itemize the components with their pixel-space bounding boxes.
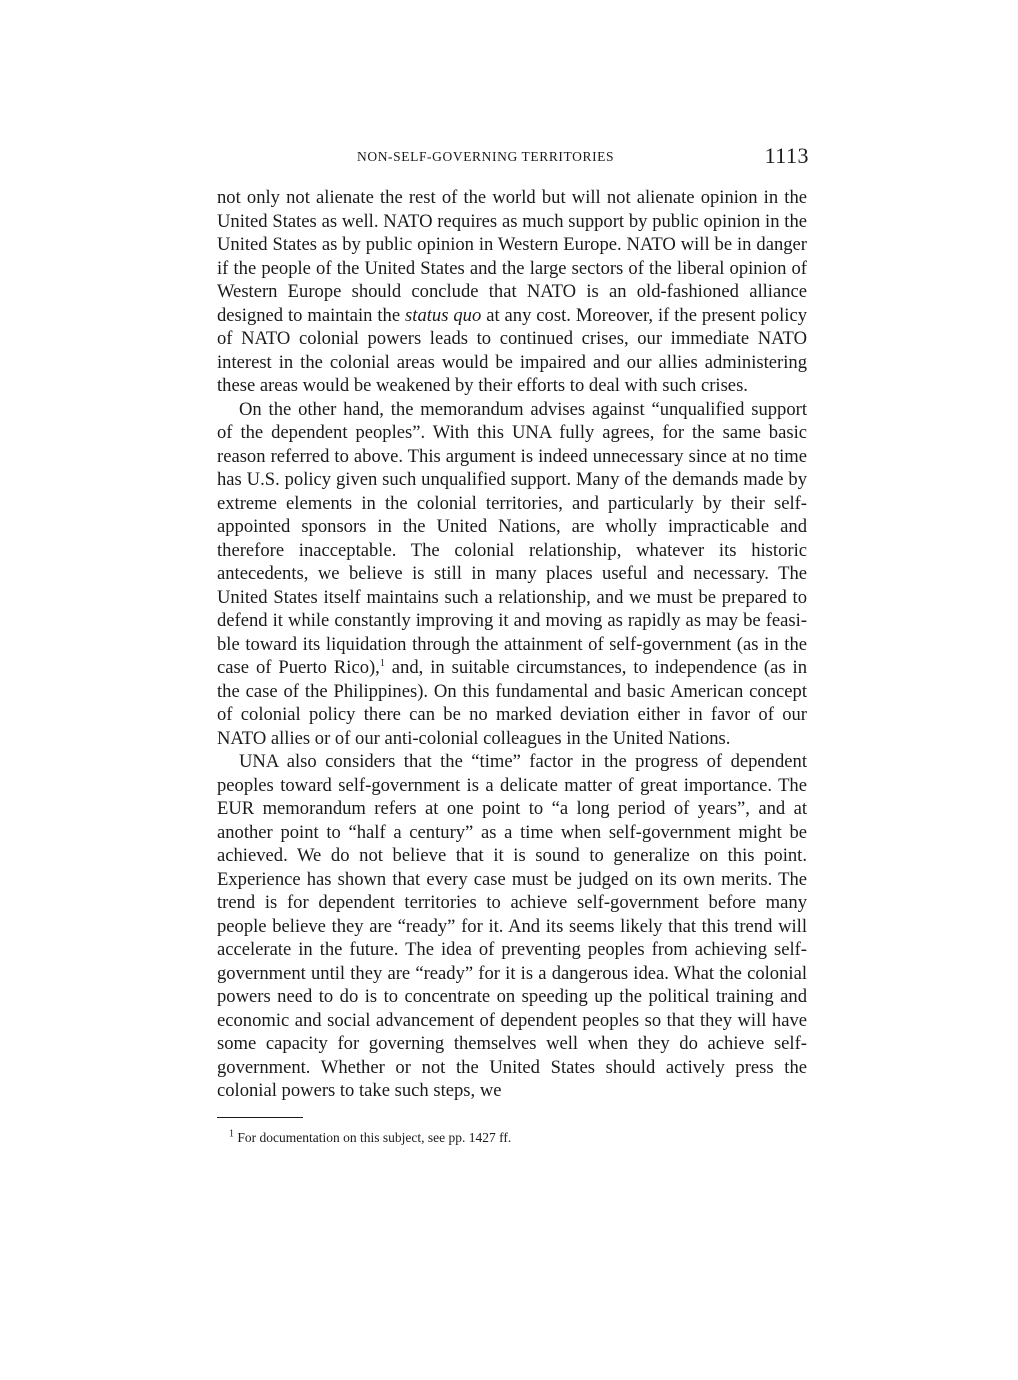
footnote-marker: 1: [229, 1128, 234, 1139]
paragraph-text: UNA also considers that the “time” factor in the progress of dependent peoples toward self-government is a delicate matter of great importance. The EUR memorandum refers at one point to “a long period of years”, and at another point to “half a century” as a time when self-government might be achieved. We do not believe that it is sound to generalize on this point. Experience has shown that every case must be judged on its own merits. The trend is for dependent territories to achieve self-government before many people believe they are “ready” for it. And its seems likely that this trend will accelerate in the future. The idea of preventing peoples from achieving self-government until they are “ready” for it is a dangerous idea. What the colonial powers need to do is to concentrate on speeding up the political training and economic and social advancement of dependent peoples so that they will have some capacity for governing themselves well when they do achieve self-government. Whether or not the United States should actively press the colonial powers to take such steps, we: [217, 751, 807, 1101]
paragraph-text: not only not alienate the rest of the world but will not alienate opinion in the United States as well. NATO requires as much support by public opinion in the United States as by public opinion in Western Europe. NATO will be in danger if the people of the United States and the large sectors of the liberal opinion of Western Europe should conclude that NATO is an old-fashioned alliance designed to maintain the: [217, 187, 807, 326]
body-text: [217, 186, 807, 1103]
paragraph-text: at any cost. Moreover, if the present policy of NATO colonial powers leads to continued crises, our immediate NATO interest in the colonial areas would be impaired and our allies administering these areas would be weakened by their efforts to deal with such crises.: [217, 304, 807, 396]
paragraph-continued: [217, 186, 807, 398]
footnote-text: For documentation on this subject, see pp. 1427 ff.: [237, 1129, 512, 1145]
paragraph-text: and, in suitable circumstances, to independence (as in the case of the Philippines). On this fundamental and basic American concept of colonial policy there can be no marked deviation either in favor of our NATO allies or of our anti-colonial colleagues in the United Nations.: [217, 657, 808, 749]
paragraph-text: On the other hand, the memorandum advises against “unqualified support of the dependent peoples”. With this UNA fully agrees, for the same basic reason referred to above. This argument is indeed unnecessary since at no time has U.S. policy given such unqualified support. Many of the demands made by extreme elements in the colonial territories, and particularly by their self-appointed sponsors in the United Nations, are wholly impracticable and therefore inacceptable. The colonial relationship, whatever its historic antecedents, we believe is still in many places useful and necessary. The United States itself maintains such a relationship, and we must be prepared to defend it while constantly improving it and moving as rapidly as may be feasible toward its liquidation through the attainment of self-government (as in the case of Puerto Rico),: [217, 398, 807, 678]
footnote-reference: 1: [379, 657, 385, 669]
paragraph-memorandum: [217, 398, 807, 751]
footnote-divider: [217, 1117, 303, 1118]
paragraph-time-factor: [217, 750, 807, 1103]
running-title: NON-SELF-GOVERNING TERRITORIES: [357, 149, 615, 164]
page-number: 1113: [764, 143, 809, 168]
document-page: [217, 143, 807, 1146]
emphasis-text: status quo: [405, 304, 482, 326]
running-head: [217, 143, 807, 177]
footnote: [217, 1129, 807, 1146]
